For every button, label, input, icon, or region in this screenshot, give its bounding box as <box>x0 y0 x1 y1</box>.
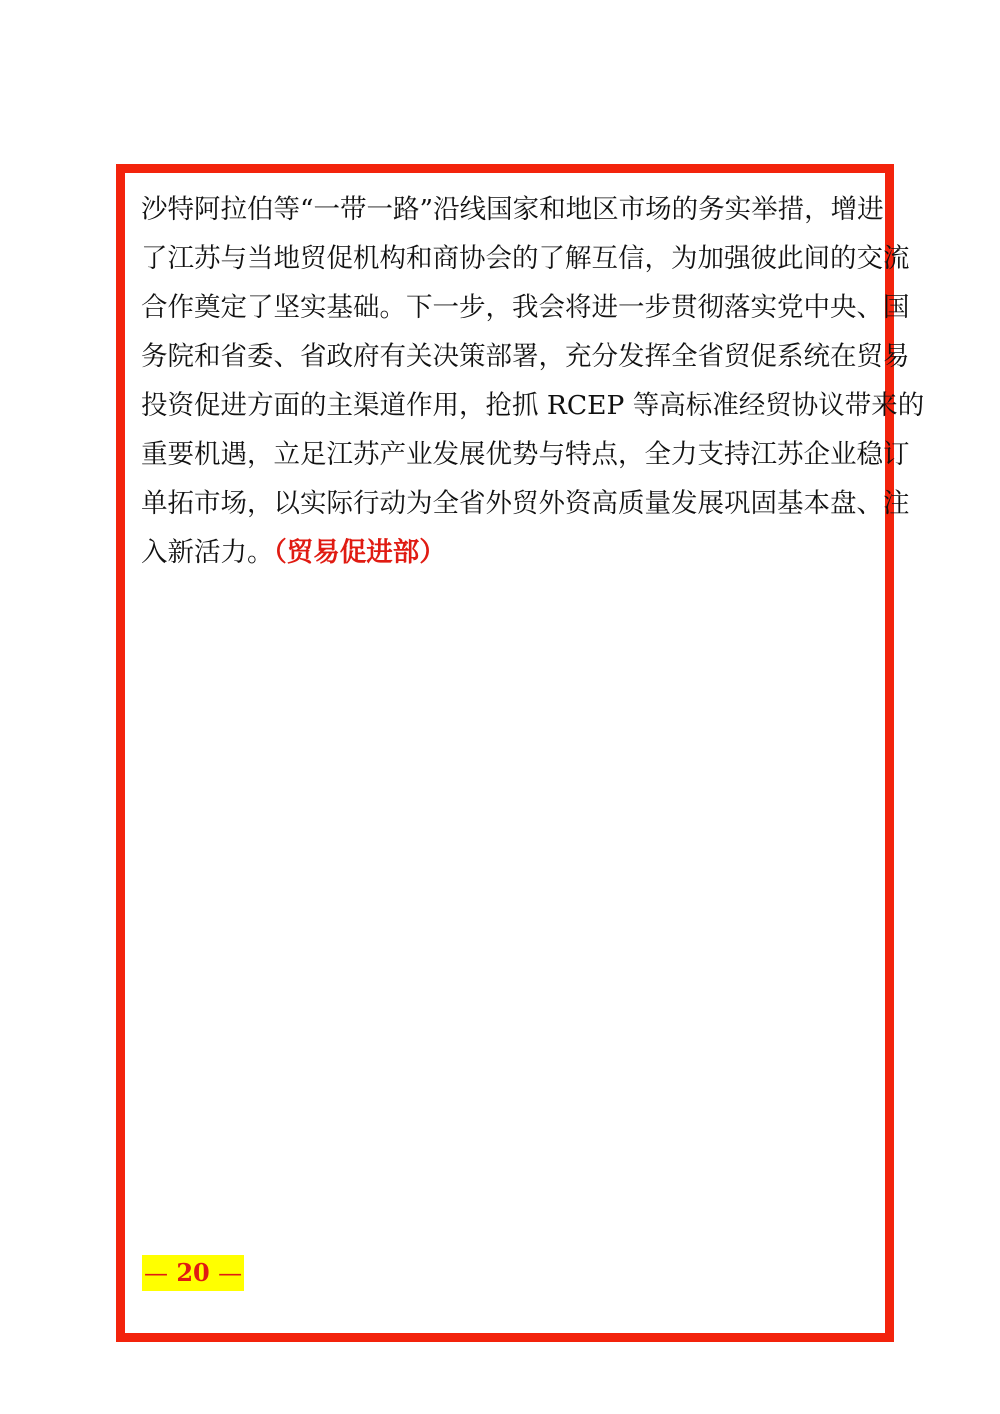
body-line-8 <box>141 528 871 577</box>
page-number: 20 <box>176 1258 210 1287</box>
body-line-6: 重要机遇，立足江苏产业发展优势与特点，全力支持江苏企业稳订 <box>141 439 910 470</box>
page-number-badge <box>142 1255 244 1291</box>
article-body <box>141 185 925 577</box>
page-number-right-dash: — <box>218 1259 243 1287</box>
body-line-3: 合作奠定了坚实基础。下一步，我会将进一步贯彻落实党中央、国 <box>141 292 910 323</box>
page-number-left-dash: — <box>144 1259 168 1287</box>
body-line-1: 沙特阿拉伯等“一带一路”沿线国家和地区市场的务实举措，增进 <box>141 194 884 225</box>
body-line-5: 投资促进方面的主渠道作用，抢抓 RCEP 等高标准经贸协议带来的 <box>141 390 925 421</box>
body-line-2: 了江苏与当地贸促机构和商协会的了解互信，为加强彼此间的交流 <box>141 243 910 274</box>
body-line-7: 单拓市场，以实际行动为全省外贸外资高质量发展巩固基本盘、注 <box>141 488 910 519</box>
source-department-tag: （贸易促进部） <box>273 537 446 568</box>
page-frame <box>116 164 925 1342</box>
body-line-4: 务院和省委、省政府有关决策部署，充分发挥全省贸促系统在贸易 <box>141 341 910 372</box>
body-line-8-text: 入新活力。 <box>141 537 274 568</box>
